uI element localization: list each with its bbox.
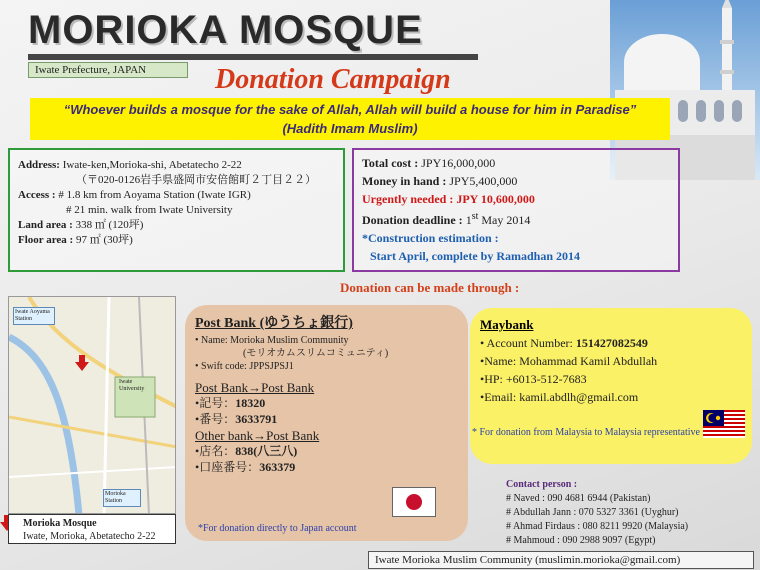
campaign-heading: Donation Campaign	[215, 64, 451, 95]
map-label-university: Iwate University	[119, 379, 145, 392]
donation-methods-heading: Donation can be made through :	[340, 280, 520, 295]
other-to-post-heading: Other bank→Post Bank	[195, 428, 320, 443]
bango-label: •番号：	[195, 412, 236, 426]
japan-account-note: *For donation directly to Japan account	[198, 523, 357, 534]
page-title: MORIOKA MOSQUE	[28, 8, 423, 52]
post-bank-heading: Post Bank (ゆうちょ銀行)	[195, 316, 353, 331]
floor-area-value: 97 ㎡ (30坪)	[75, 234, 133, 246]
hadith-quote-banner	[30, 98, 670, 140]
contact-persons	[506, 478, 756, 548]
map-caption	[8, 514, 176, 544]
address-value: Iwate-ken,Morioka-shi, Abetatecho 2-22	[62, 159, 242, 171]
post-bank-swift: • Swift code: JPPSJPSJ1	[195, 361, 294, 372]
footer-community-email: Iwate Morioka Muslim Community (muslimin.morioka@gmail.com)	[368, 551, 754, 569]
access-value-2: # 21 min. walk from Iwate University	[66, 204, 233, 216]
contact-person: # Ahmad Firdaus : 080 8211 9920 (Malaysia)	[506, 521, 689, 532]
deadline-label: Donation deadline :	[362, 213, 463, 227]
map-label-morioka-station: Morioka Station	[103, 489, 141, 507]
maybank-panel	[470, 308, 752, 464]
construction-label: *Construction estimation :	[362, 231, 499, 245]
access-label: Access :	[18, 189, 56, 201]
koza-label: •口座番号：	[195, 460, 260, 474]
post-to-post-heading: Post Bank→Post Bank	[195, 380, 315, 395]
total-cost-value: JPY16,000,000	[421, 156, 496, 170]
deadline-rest: May 2014	[481, 213, 531, 227]
map-graphic	[9, 297, 176, 514]
title-underline	[28, 54, 478, 60]
maybank-phone: •HP: +6013-512-7683	[480, 372, 587, 386]
quote-text: “Whoever builds a mosque for the sake of Allah, Allah will build a house for him in Paradise”	[63, 102, 637, 117]
money-in-hand-value: JPY5,400,000	[449, 174, 518, 188]
address-japanese: （〒020-0126岩手県盛岡市安倍館町２丁目２２）	[76, 174, 317, 186]
address-label: Address:	[18, 159, 60, 171]
malaysia-note: * For donation from Malaysia to Malaysia representative	[472, 427, 700, 438]
land-area-value: 338 ㎡ (120坪)	[75, 219, 144, 231]
maybank-email: •Email: kamil.abdlh@gmail.com	[480, 390, 639, 404]
money-in-hand-label: Money in hand :	[362, 174, 447, 188]
construction-value: Start April, complete by Ramadhan 2014	[370, 249, 580, 263]
bango-value: 3633791	[235, 412, 278, 426]
maybank-heading: Maybank	[480, 317, 534, 332]
floor-area-label: Floor area :	[18, 234, 74, 246]
tenmei-value: 838(八三八)	[235, 444, 298, 458]
address-info-box	[8, 148, 345, 272]
deadline-day: 1	[465, 213, 472, 227]
access-value-1: # 1.8 km from Aoyama Station (Iwate IGR)	[58, 189, 251, 201]
location-map	[8, 296, 176, 514]
land-area-label: Land area :	[18, 219, 73, 231]
post-bank-name-jp: (モリオカムスリムコミュニティ)	[243, 348, 389, 359]
cost-info-box	[352, 148, 680, 272]
koza-value: 363379	[259, 460, 296, 474]
quote-source: (Hadith Imam Muslim)	[282, 121, 418, 136]
kigo-value: 18320	[235, 396, 266, 410]
map-caption-title: Morioka Mosque	[23, 518, 97, 529]
map-caption-address: Iwate, Morioka, Abetatecho 2-22	[23, 531, 156, 542]
map-pin-icon	[75, 355, 89, 371]
map-label-station: Iwate Aoyama Station	[13, 307, 55, 325]
total-cost-label: Total cost :	[362, 156, 419, 170]
account-number-label: • Account Number:	[480, 336, 573, 350]
contact-person: # Abdullah Jann : 070 5327 3361 (Uyghur)	[506, 507, 679, 518]
account-number-value: 151427082549	[575, 336, 648, 350]
maybank-account-name: •Name: Mohammad Kamil Abdullah	[480, 354, 658, 368]
contact-heading: Contact person :	[506, 479, 578, 490]
deadline-suffix: st	[471, 211, 479, 222]
kigo-label: •記号：	[195, 396, 236, 410]
contact-person: # Naved : 090 4681 6944 (Pakistan)	[506, 493, 651, 504]
post-bank-name: • Name: Morioka Muslim Community	[195, 335, 349, 346]
tenmei-label: •店名：	[195, 444, 236, 458]
malaysia-flag-icon	[703, 410, 745, 438]
urgent-needed: Urgently needed : JPY 10,600,000	[362, 192, 535, 206]
contact-person: # Mahmoud : 090 2988 9097 (Egypt)	[506, 535, 656, 546]
japan-flag-icon	[392, 487, 436, 517]
location-label: Iwate Prefecture, JAPAN	[28, 62, 188, 78]
